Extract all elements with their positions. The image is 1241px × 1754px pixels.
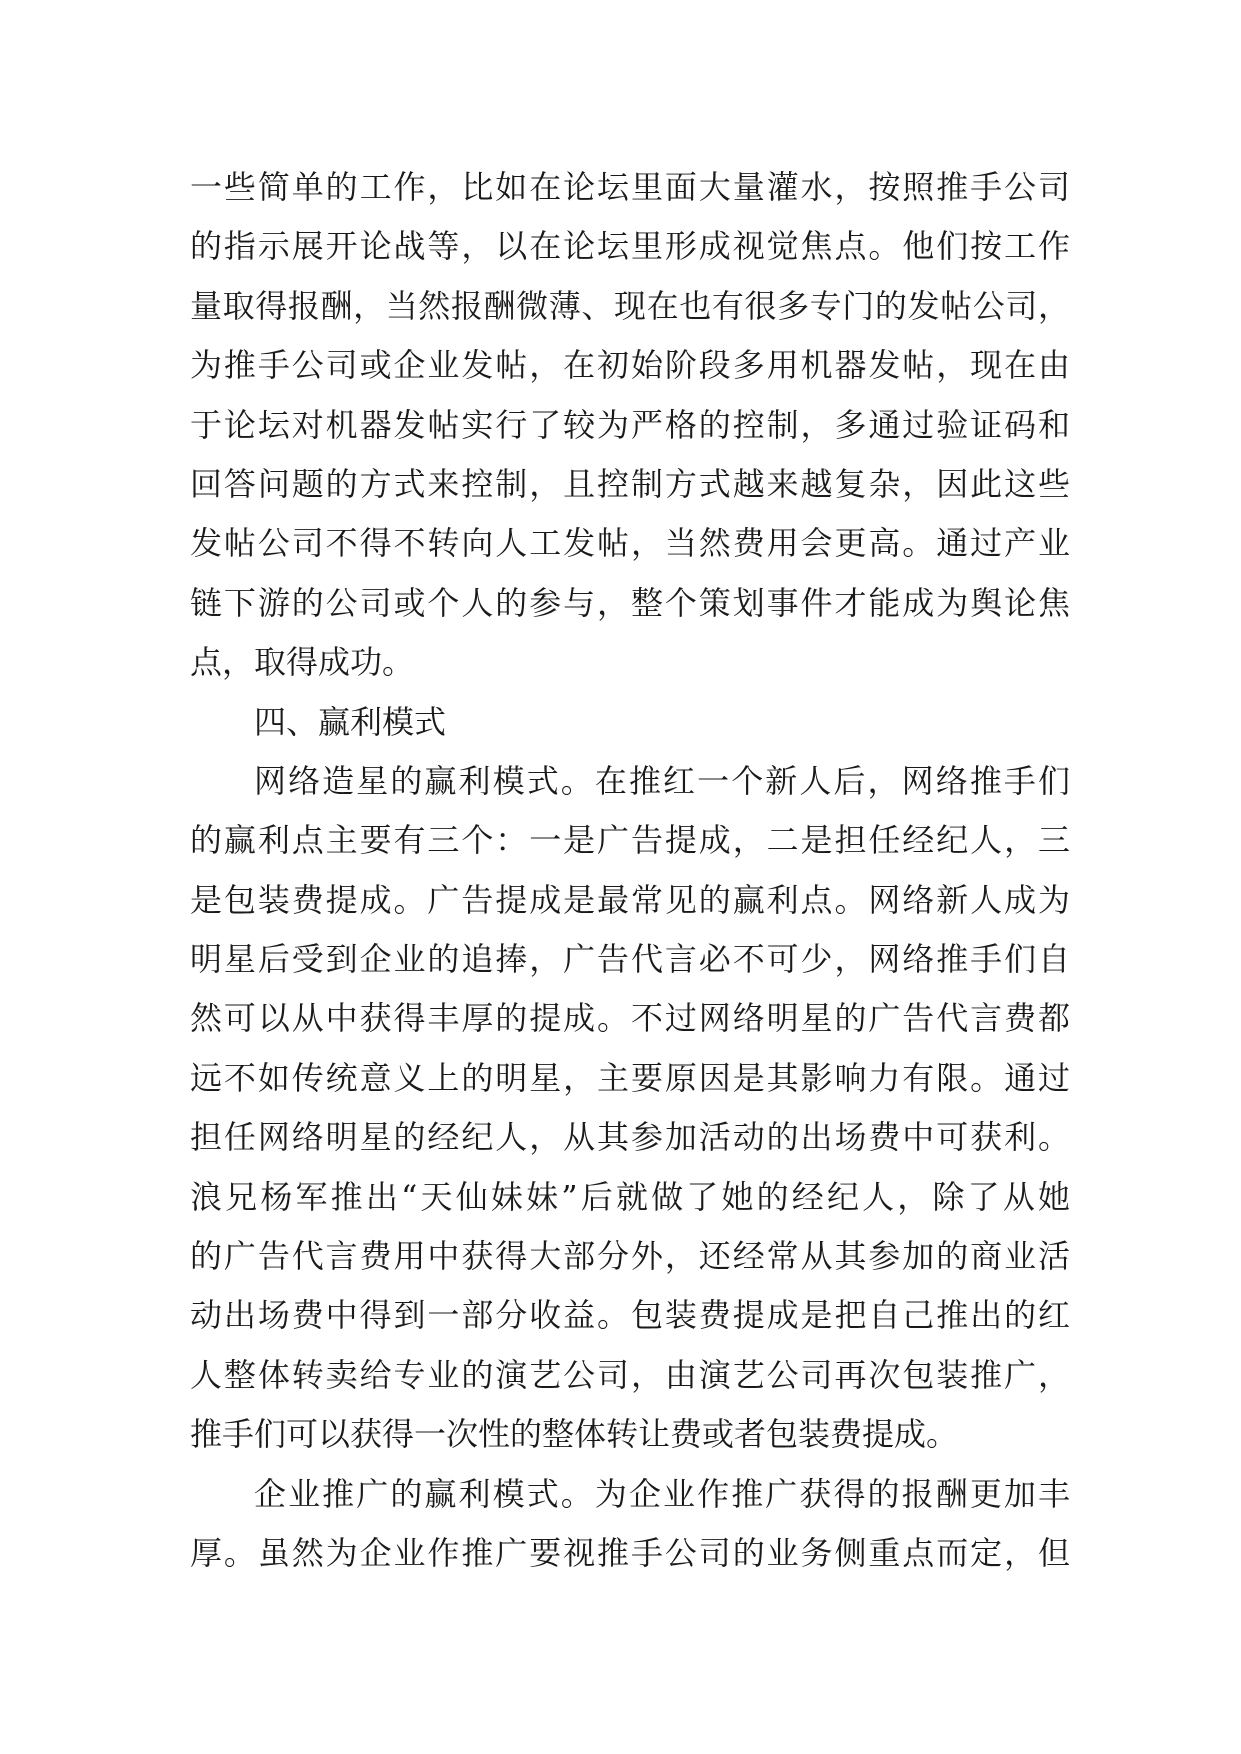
text-line: 远不如传统意义上的明星，主要原因是其影响力有限。通过 bbox=[190, 1058, 1070, 1097]
text-line: 推手们可以获得一次性的整体转让费或者包装费提成。 bbox=[190, 1415, 959, 1454]
text-line: 量取得报酬，当然报酬微薄、现在也有很多专门的发帖公司， bbox=[190, 286, 1070, 325]
text-line: 发帖公司不得不转向人工发帖，当然费用会更高。通过产业 bbox=[190, 524, 1070, 563]
text-line: 动出场费中得到一部分收益。包装费提成是把自己推出的红 bbox=[190, 1296, 1070, 1335]
text-line: 担任网络明星的经纪人，从其参加活动的出场费中可获利。 bbox=[190, 1118, 1070, 1157]
text-line: 的广告代言费用中获得大部分外，还经常从其参加的商业活 bbox=[190, 1237, 1070, 1276]
section-heading: 四、赢利模式 bbox=[254, 702, 447, 741]
text-line: 厚。虽然为企业作推广要视推手公司的业务侧重点而定，但 bbox=[190, 1533, 1070, 1572]
text-line: 人整体转卖给专业的演艺公司，由演艺公司再次包装推广， bbox=[190, 1355, 1070, 1394]
text-line: 明星后受到企业的追捧，广告代言必不可少，网络推手们自 bbox=[190, 940, 1070, 979]
body-text bbox=[190, 158, 1070, 1583]
text-line: 点，取得成功。 bbox=[190, 643, 415, 682]
text-line: 然可以从中获得丰厚的提成。不过网络明星的广告代言费都 bbox=[190, 999, 1070, 1038]
text-line: 网络造星的赢利模式。在推红一个新人后，网络推手们 bbox=[254, 761, 1070, 800]
text-line: 的指示展开论战等，以在论坛里形成视觉焦点。他们按工作 bbox=[190, 227, 1070, 266]
text-line: 链下游的公司或个人的参与，整个策划事件才能成为舆论焦 bbox=[190, 583, 1070, 622]
text-line: 的赢利点主要有三个：一是广告提成，二是担任经纪人，三 bbox=[190, 821, 1070, 860]
text-line: 企业推广的赢利模式。为企业作推广获得的报酬更加丰 bbox=[254, 1474, 1070, 1513]
text-line: 一些简单的工作，比如在论坛里面大量灌水，按照推手公司 bbox=[190, 168, 1070, 206]
text-line: 回答问题的方式来控制，且控制方式越来越复杂，因此这些 bbox=[190, 464, 1070, 503]
text-line: 于论坛对机器发帖实行了较为严格的控制，多通过验证码和 bbox=[190, 405, 1070, 444]
text-line: 浪兄杨军推出“天仙妹妹”后就做了她的经纪人，除了从她 bbox=[190, 1177, 1070, 1216]
text-line: 为推手公司或企业发帖，在初始阶段多用机器发帖，现在由 bbox=[190, 346, 1070, 385]
text-line: 是包装费提成。广告提成是最常见的赢利点。网络新人成为 bbox=[190, 880, 1070, 919]
